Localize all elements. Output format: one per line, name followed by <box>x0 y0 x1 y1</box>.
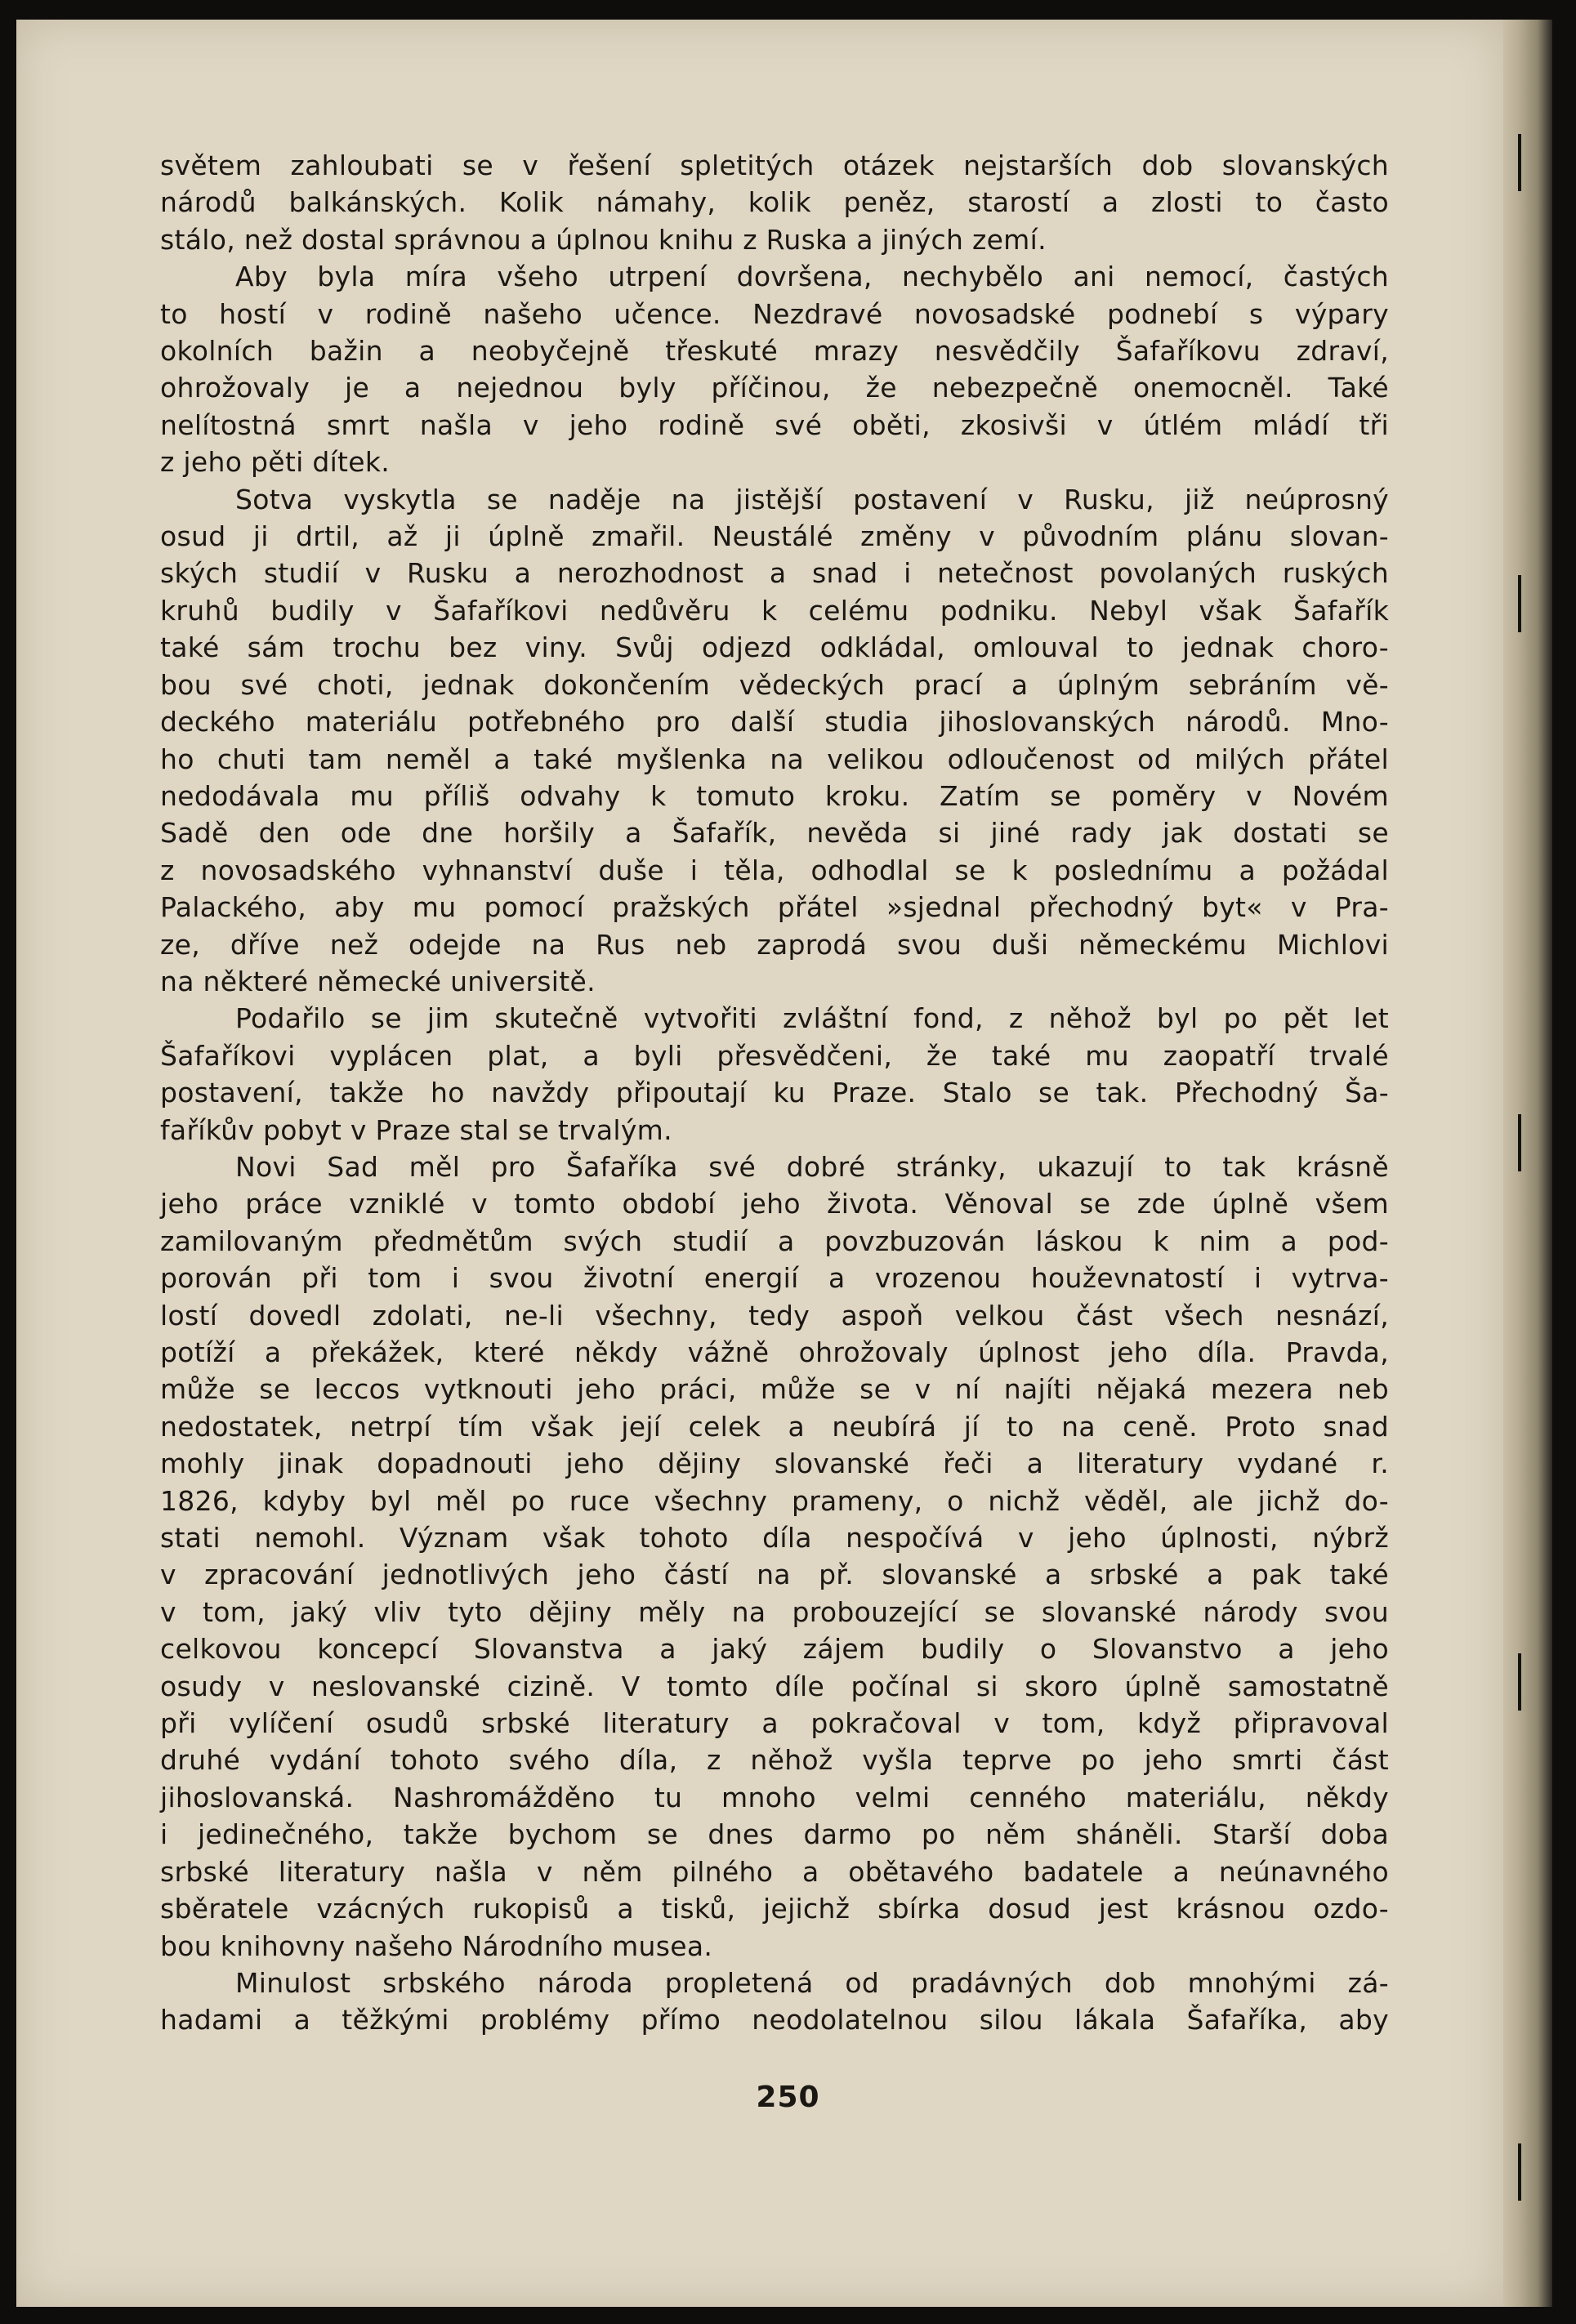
page-edge-mark <box>1518 2143 1521 2201</box>
text-line: nelítostná smrt našla v jeho rodině své oběti, zkosivši v útlém mládí tři <box>160 408 1389 441</box>
text-line: Podařilo se jim skutečně vytvořiti zvláštní fond, z něhož byl po pět let <box>235 1002 1389 1035</box>
text-line: jeho práce vzniklé v tomto období jeho života. Věnoval se zde úplně všem <box>160 1188 1389 1220</box>
text-line: celkovou koncepcí Slovanstva a jaký zájem budily o Slovanstvo a jeho <box>160 1633 1389 1666</box>
text-line: faříkův pobyt v Praze stal se trvalým. <box>160 1113 672 1146</box>
text-line: z novosadského vyhnanství duše i těla, odhodlal se k poslednímu a požádal <box>160 854 1389 886</box>
text-line: okolních bažin a neobyčejně třeskuté mrazy nesvědčily Šafaříkovu zdraví, <box>160 335 1389 368</box>
page-number: 250 <box>756 2081 820 2114</box>
text-line: jihoslovanská. Nashromážděno tu mnoho velmi cenného materiálu, někdy <box>160 1781 1389 1813</box>
text-line: může se leccos vytknouti jeho práci, může se v ní najíti nějaká mezera neb <box>160 1373 1389 1406</box>
text-line: i jedinečného, takže bychom se dnes darmo po něm sháněli. Starší doba <box>160 1818 1389 1851</box>
text-line: porován při tom i svou životní energií a vrozenou houževnatostí i vytrva- <box>160 1262 1389 1295</box>
text-line: stálo, než dostal správnou a úplnou knihu z Ruska a jiných zemí. <box>160 223 1047 256</box>
text-line: světem zahloubati se v řešení spletitých otázek nejstarších dob slovanských <box>160 149 1389 181</box>
text-line: Šafaříkovi vyplácen plat, a byli přesvědčeni, že také mu zaopatří trvalé <box>160 1039 1389 1072</box>
text-line: deckého materiálu potřebného pro další studia jihoslovanských národů. Mno- <box>160 706 1389 738</box>
text-line: stati nemohl. Význam však tohoto díla nespočívá v jeho úplnosti, nýbrž <box>160 1522 1389 1555</box>
text-line: postavení, takže ho navždy připoutají ku Praze. Stalo se tak. Přechodný Ša- <box>160 1077 1389 1109</box>
text-line: také sám trochu bez viny. Svůj odjezd odkládal, omlouval to jednak choro- <box>160 631 1389 664</box>
text-line: z jeho pěti dítek. <box>160 446 391 479</box>
text-line: osudy v neslovanské cizině. V tomto díle počínal si skoro úplně samostatně <box>160 1670 1389 1702</box>
text-line: bou své choti, jednak dokončením vědeckých prací a úplným sebráním vě- <box>160 668 1389 701</box>
text-line: to hostí v rodině našeho učence. Nezdravé novosadské podnebí s výpary <box>160 297 1389 330</box>
page-edge-mark <box>1518 1653 1521 1711</box>
text-line: zamilovaným předmětům svých studií a povzbuzován láskou k nim a pod- <box>160 1224 1389 1257</box>
text-line: mohly jinak dopadnouti jeho dějiny slovanské řeči a literatury vydané r. <box>160 1447 1389 1480</box>
page-edge-mark <box>1518 1114 1521 1171</box>
text-line: nedodávala mu příliš odvahy k tomuto kroku. Zatím se poměry v Novém <box>160 779 1389 812</box>
text-line: ských studií v Rusku a nerozhodnost a snad i netečnost povolaných ruských <box>160 557 1389 590</box>
text-line: v zpracování jednotlivých jeho částí na př. slovanské a srbské a pak také <box>160 1559 1389 1591</box>
page-edge-mark <box>1518 575 1521 632</box>
text-line: kruhů budily v Šafaříkovi nedůvěru k celému podniku. Nebyl však Šafařík <box>160 594 1389 627</box>
text-line: sběratele vzácných rukopisů a tisků, jejichž sbírka dosud jest krásnou ozdo- <box>160 1893 1389 1925</box>
text-line: ohrožovaly je a nejednou byly příčinou, že nebezpečně onemocněl. Také <box>160 372 1389 404</box>
text-line: Sadě den ode dne horšily a Šafařík, nevěda si jiné rady jak dostati se <box>160 817 1389 850</box>
text-line: 1826, kdyby byl měl po ruce všechny prameny, o nichž věděl, ale jichž do- <box>160 1484 1389 1517</box>
page-edge-mark <box>1518 134 1521 191</box>
text-line: na některé německé universitě. <box>160 965 596 997</box>
text-line: Novi Sad měl pro Šafaříka své dobré stránky, ukazují to tak krásně <box>235 1150 1389 1183</box>
text-line: Aby byla míra všeho utrpení dovršena, nechybělo ani nemocí, častých <box>235 261 1389 293</box>
text-line: srbské literatury našla v něm pilného a obětavého badatele a neúnavného <box>160 1855 1389 1888</box>
text-line: potíží a překážek, které někdy vážně ohrožovaly úplnost jeho díla. Pravda, <box>160 1336 1389 1368</box>
text-line: hadami a těžkými problémy přímo neodolatelnou silou lákala Šafaříka, aby <box>160 2004 1389 2036</box>
text-line: v tom, jaký vliv tyto dějiny měly na probouzející se slovanské národy svou <box>160 1595 1389 1628</box>
text-line: Palackého, aby mu pomocí pražských přátel »sjednal přechodný byt« v Pra- <box>160 891 1389 924</box>
text-line: ho chuti tam neměl a také myšlenka na velikou odloučenost od milých přátel <box>160 743 1389 775</box>
page-edge <box>1503 20 1552 2307</box>
body-text <box>160 147 1389 2039</box>
text-line: lostí dovedl zdolati, ne-li všechny, tedy aspoň velkou část všech nesnází, <box>160 1299 1389 1332</box>
text-line: bou knihovny našeho Národního musea. <box>160 1929 713 1962</box>
text-line: při vylíčení osudů srbské literatury a pokračoval v tom, když připravoval <box>160 1707 1389 1740</box>
text-line: Sotva vyskytla se naděje na jistější postavení v Rusku, již neúprosný <box>235 483 1389 515</box>
text-line: nedostatek, netrpí tím však její celek a neubírá jí to na ceně. Proto snad <box>160 1410 1389 1443</box>
text-line: osud ji drtil, až ji úplně zmařil. Neustálé změny v původním plánu slovan- <box>160 520 1389 553</box>
text-line: ze, dříve než odejde na Rus neb zaprodá svou duši německému Michlovi <box>160 928 1389 961</box>
text-line: národů balkánských. Kolik námahy, kolik peněz, starostí a zlosti to často <box>160 186 1389 219</box>
text-line: druhé vydání tohoto svého díla, z něhož vyšla teprve po jeho smrti část <box>160 1744 1389 1777</box>
text-line: Minulost srbského národa propletená od pradávných dob mnohými zá- <box>235 1966 1389 1999</box>
